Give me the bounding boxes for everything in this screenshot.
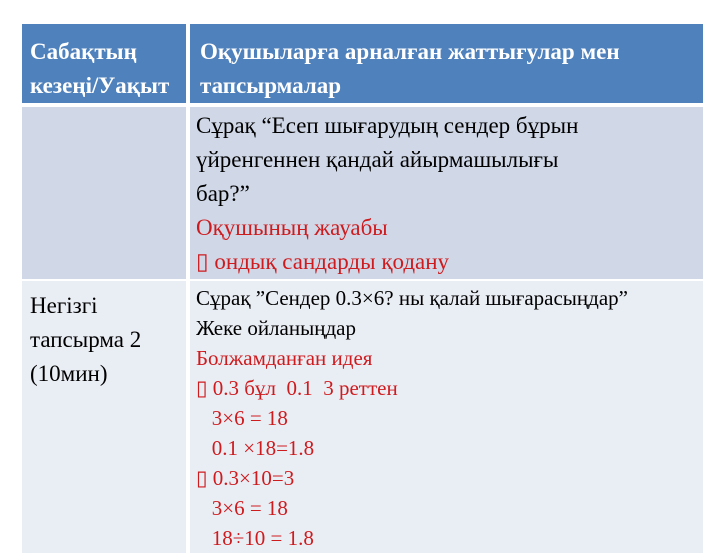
header-cell-exercises bbox=[190, 24, 703, 103]
text-line: кезеңі/Уақыт bbox=[30, 73, 170, 98]
task-cell-question2 bbox=[190, 281, 703, 553]
table-row-question1 bbox=[22, 107, 703, 279]
text-line: Оқушыларға арналған жаттығулар мен bbox=[200, 39, 620, 64]
text-line: Сабақтың bbox=[30, 39, 137, 64]
text-line: 18÷10 = 1.8 bbox=[196, 526, 314, 550]
text-line: үйренгеннен қандай айырмашылығы bbox=[196, 147, 559, 172]
header-cell-lesson-stage bbox=[22, 24, 186, 103]
text-line: ▯ ондық сандарды қодану bbox=[196, 249, 450, 274]
table-row-main-task bbox=[22, 281, 703, 553]
stage-cell-empty bbox=[22, 107, 186, 279]
text-line: 3×6 = 18 bbox=[196, 406, 288, 430]
text-line: Негізгі bbox=[30, 293, 98, 318]
text-line: Болжамданған идея bbox=[196, 346, 373, 370]
text-line: Оқушының жауабы bbox=[196, 215, 388, 240]
text-line: Сұрақ ”Сендер 0.3×6? ны қалай шығарасыңдар” bbox=[196, 286, 628, 310]
text-line: 3×6 = 18 bbox=[196, 496, 288, 520]
text-line: Жеке ойланыңдар bbox=[196, 316, 356, 340]
text-line: тапсырма 2 bbox=[30, 327, 142, 352]
text-line: ▯ 0.3×10=3 bbox=[196, 466, 295, 490]
text-line: ▯ 0.3 бұл 0.1 3 реттен bbox=[196, 376, 398, 400]
text-line: бар?” bbox=[196, 181, 250, 206]
stage-cell-main-task bbox=[22, 281, 186, 553]
text-line: 0.1 ×18=1.8 bbox=[196, 436, 315, 460]
task-cell-question1 bbox=[190, 107, 703, 279]
table-header-row bbox=[22, 24, 703, 103]
text-line: тапсырмалар bbox=[200, 73, 342, 98]
text-line: (10мин) bbox=[30, 361, 108, 386]
text-line: Сұрақ “Есеп шығарудың сендер бұрын bbox=[196, 113, 579, 138]
lesson-plan-table bbox=[22, 24, 703, 550]
